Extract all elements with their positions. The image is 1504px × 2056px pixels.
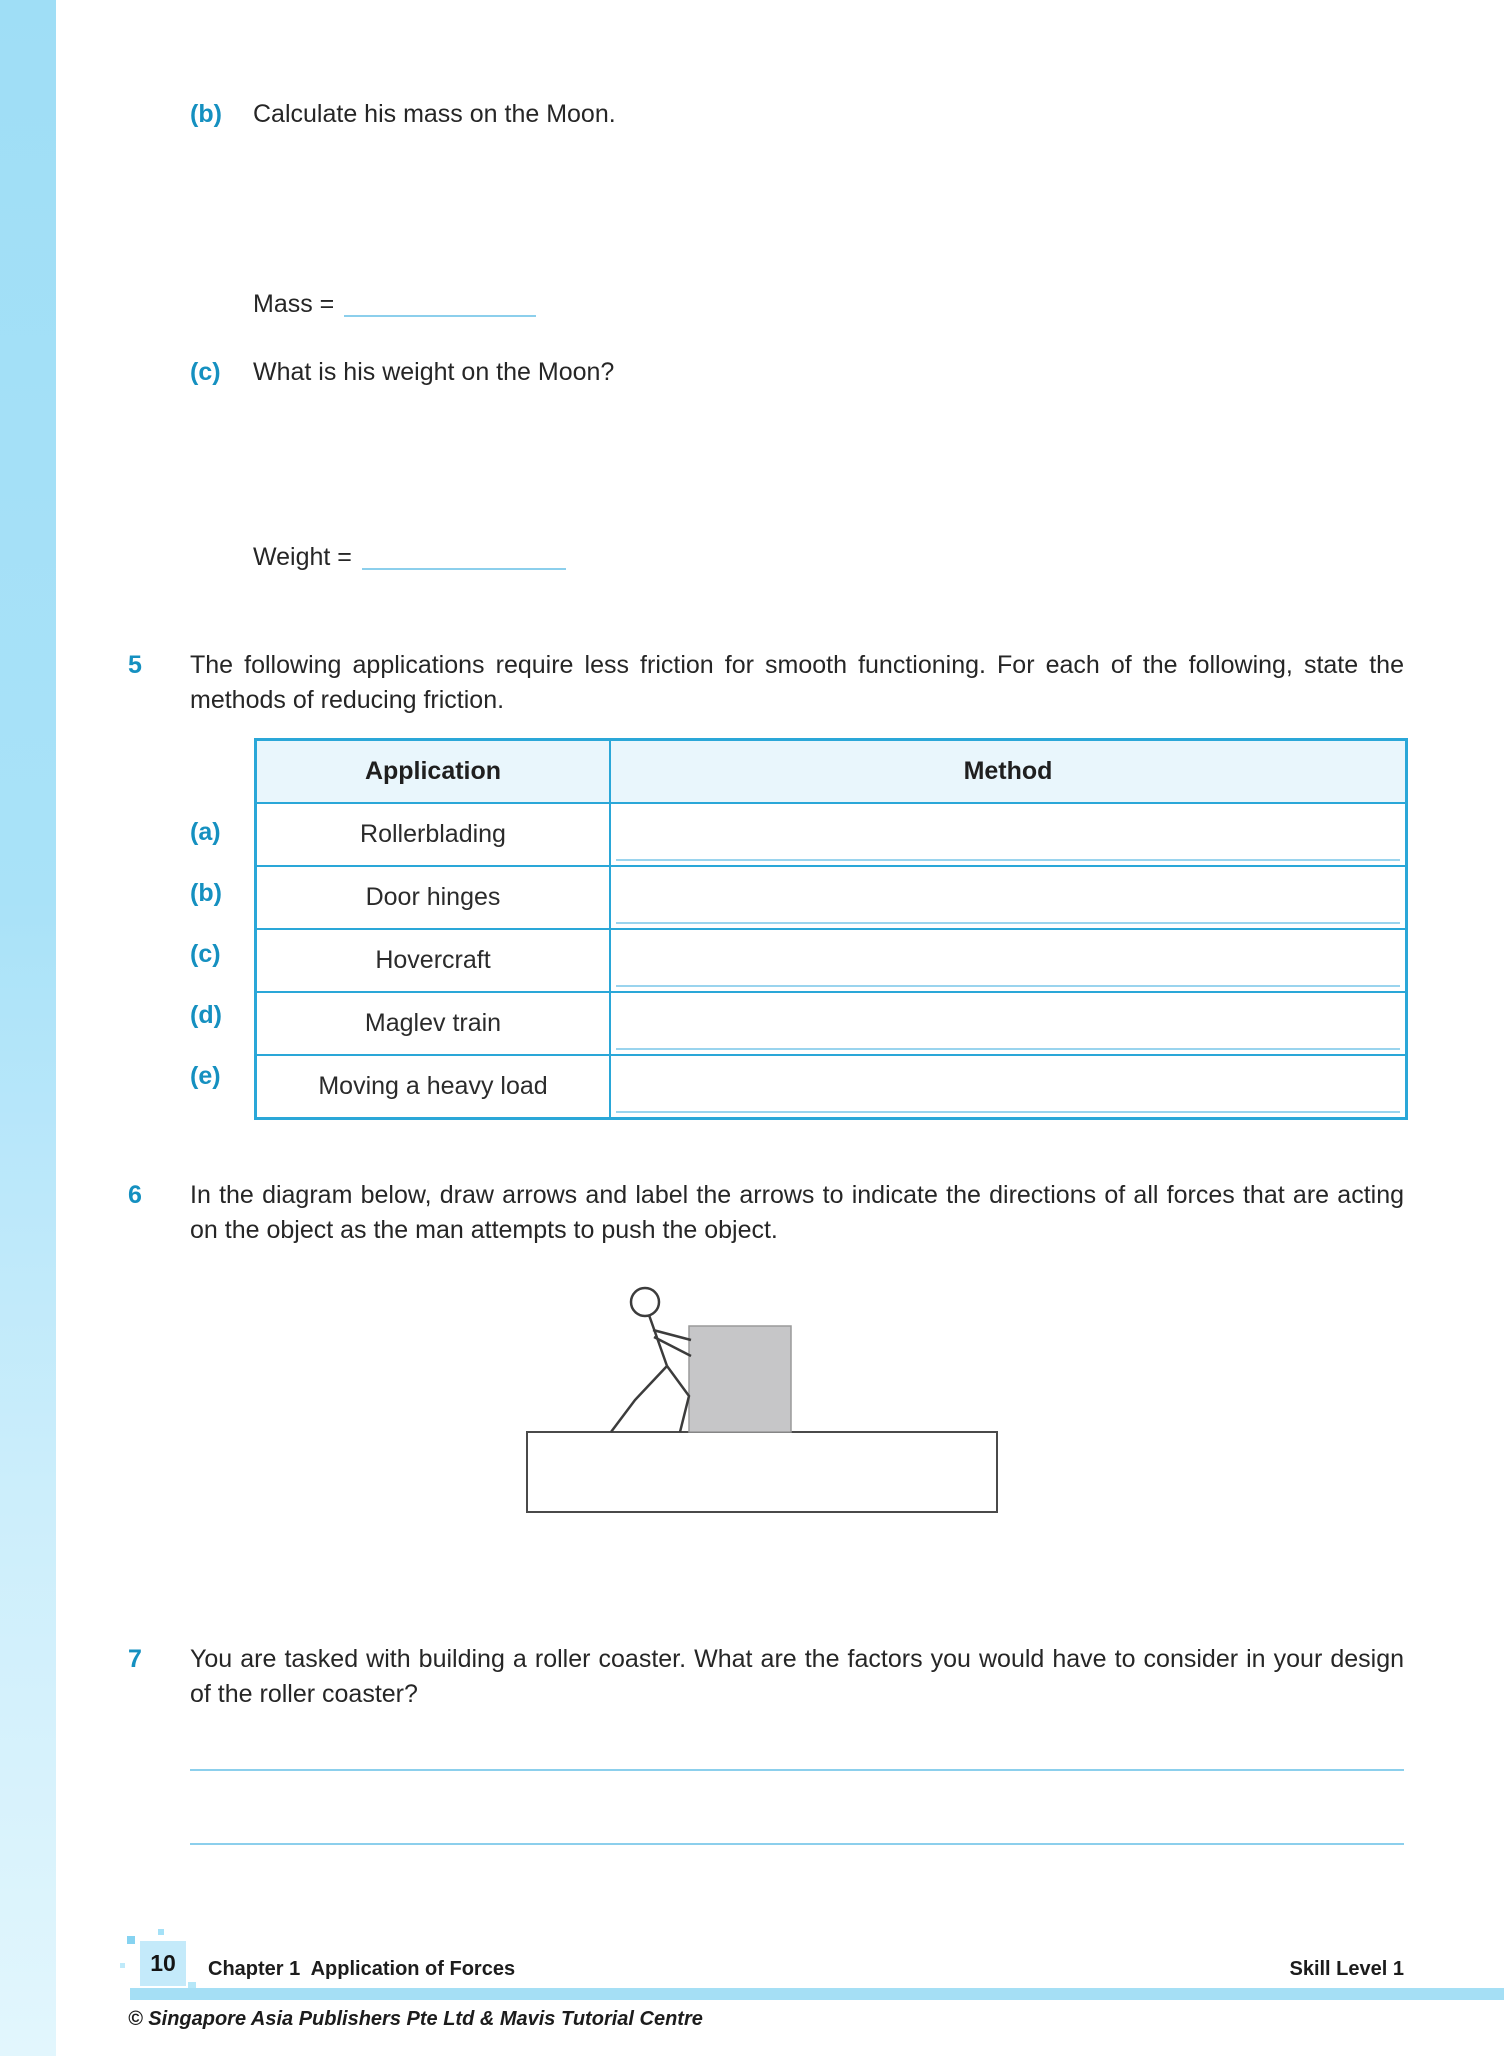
q6-number: 6 (128, 1181, 142, 1209)
label-spacer (190, 738, 254, 802)
row-label-c: (c) (190, 940, 221, 968)
q7-text: You are tasked with building a roller coaster. What are the factors you would have to consider in your design of the roller coaster? (190, 1645, 1404, 1708)
row-label-e: (e) (190, 1062, 221, 1090)
mass-answer-line (253, 290, 536, 319)
decorative-pixel (127, 1936, 135, 1944)
method-cell (610, 992, 1407, 1055)
q7-answer-line-1 (190, 1769, 1404, 1771)
part-b-text: Calculate his mass on the Moon. (253, 100, 616, 128)
application-cell: Moving a heavy load (256, 1055, 611, 1119)
weight-label: Weight = (253, 543, 352, 571)
part-b-label: (b) (190, 100, 222, 128)
copyright-text: © Singapore Asia Publishers Pte Ltd & Mavis Tutorial Centre (128, 2008, 703, 2030)
table-row (256, 992, 1407, 1055)
application-cell: Maglev train (256, 992, 611, 1055)
stick-man (611, 1288, 691, 1432)
method-answer-line (616, 922, 1400, 924)
table-header-row (256, 740, 1407, 804)
chapter-label: Chapter 1 Application of Forces (208, 1958, 516, 1980)
push-diagram-svg (515, 1282, 1015, 1517)
page-number-badge (140, 1941, 186, 1986)
table-row (256, 929, 1407, 992)
left-margin-stripe (0, 0, 56, 2056)
friction-table (190, 738, 1408, 1120)
weight-answer-blank (362, 544, 566, 570)
stick-man-torso (649, 1315, 667, 1366)
table-row (256, 803, 1407, 866)
mass-answer-blank (344, 291, 536, 317)
table-row (256, 1055, 1407, 1119)
method-answer-line (616, 1111, 1400, 1113)
method-header: Method (610, 740, 1407, 804)
q5-number: 5 (128, 651, 142, 679)
part-c-text: What is his weight on the Moon? (253, 358, 615, 386)
table-row (256, 866, 1407, 929)
weight-answer-line (253, 543, 566, 572)
row-label-b: (b) (190, 879, 222, 907)
push-diagram (515, 1282, 1015, 1517)
part-c (190, 358, 614, 387)
method-cell (610, 803, 1407, 866)
row-label-a: (a) (190, 818, 221, 846)
method-answer-line (616, 985, 1400, 987)
q7-answer-line-2 (190, 1843, 1404, 1845)
page-number: 10 (150, 1950, 176, 1976)
skill-level-label: Skill Level 1 (1289, 1958, 1404, 1980)
part-b (190, 100, 616, 129)
decorative-pixel (158, 1929, 164, 1935)
stick-man-front-leg (667, 1366, 689, 1432)
part-c-label: (c) (190, 358, 221, 386)
decorative-pixel (120, 1963, 125, 1968)
q7-number: 7 (128, 1645, 142, 1673)
application-cell: Hovercraft (256, 929, 611, 992)
platform (527, 1432, 997, 1512)
method-cell (610, 866, 1407, 929)
method-cell (610, 1055, 1407, 1119)
method-answer-line (616, 1048, 1400, 1050)
application-method-table (254, 738, 1408, 1120)
q5-text: The following applications require less friction for smooth functioning. For each of the following, state the methods of reducing friction. (190, 651, 1404, 714)
application-cell: Rollerblading (256, 803, 611, 866)
mass-label: Mass = (253, 290, 335, 318)
table-row-labels (190, 738, 254, 1120)
stick-man-head (631, 1288, 659, 1316)
row-label-d: (d) (190, 1001, 222, 1029)
method-answer-line (616, 859, 1400, 861)
stick-man-back-leg (611, 1366, 667, 1432)
crate (689, 1326, 791, 1432)
application-cell: Door hinges (256, 866, 611, 929)
method-cell (610, 929, 1407, 992)
footer-bar (130, 1988, 1504, 2000)
application-header: Application (256, 740, 611, 804)
q6-text: In the diagram below, draw arrows and label the arrows to indicate the directions of all forces that are acting on the object as the man attempts to push the object. (190, 1181, 1404, 1244)
